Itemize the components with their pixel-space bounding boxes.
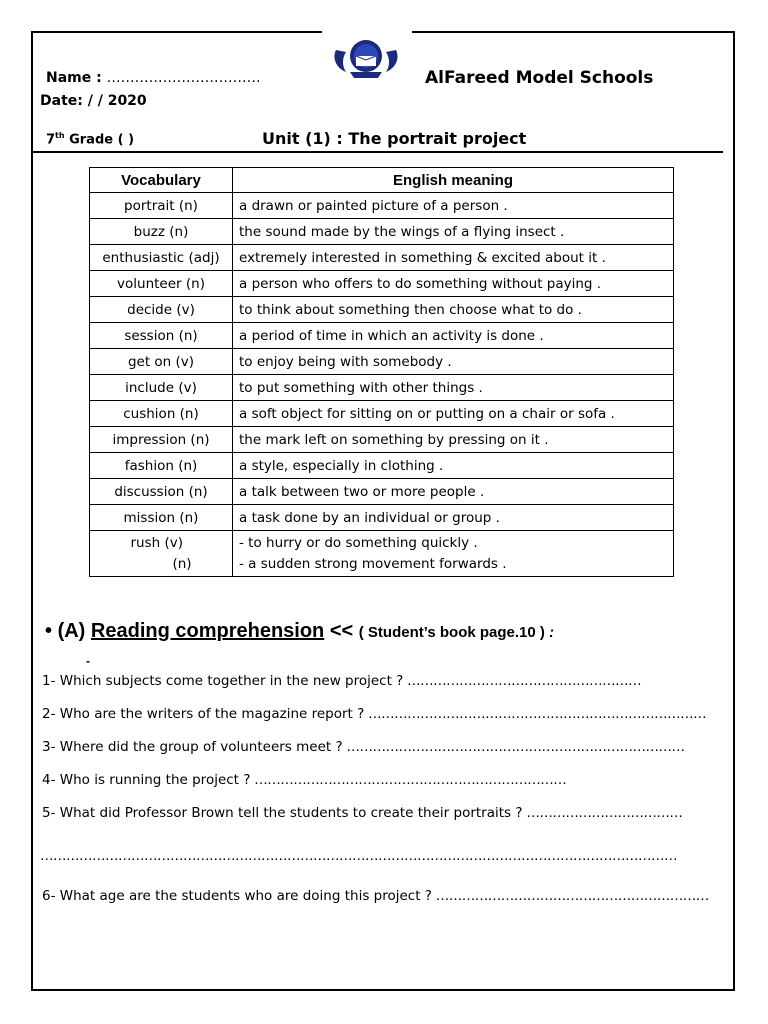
table-row xyxy=(90,193,674,219)
table-row-rush xyxy=(90,531,674,577)
school-name: AlFareed Model Schools xyxy=(425,68,654,88)
vocab-meaning: a task done by an individual or group . xyxy=(233,505,674,531)
answer-blank: ……………………………… xyxy=(522,805,683,821)
rush-noun-meaning: - a sudden strong movement forwards . xyxy=(239,555,507,572)
date-field: Date: / / 2020 xyxy=(40,93,147,109)
vocab-meaning: a drawn or painted picture of a person . xyxy=(233,193,674,219)
question-text: 4- Who is running the project ? xyxy=(42,772,251,788)
answer-blank: ……………………………………………………… xyxy=(431,888,709,904)
border-gap xyxy=(322,28,412,36)
rush-noun: (n) xyxy=(172,555,192,572)
grade-label: Grade ( ) xyxy=(64,132,135,148)
table-row xyxy=(90,271,674,297)
table-row xyxy=(90,219,674,245)
vocab-word: discussion (n) xyxy=(90,479,233,505)
name-blank: …………………………… xyxy=(106,70,261,86)
vocab-meaning: a soft object for sitting on or putting on a chair or sofa . xyxy=(233,401,674,427)
question-text: 1- Which subjects come together in the new project ? xyxy=(42,673,404,689)
vocab-meaning: a person who offers to do something without paying . xyxy=(233,271,674,297)
question-line xyxy=(42,706,706,722)
vocab-meaning: a talk between two or more people . xyxy=(233,479,674,505)
section-colon: : xyxy=(544,624,555,641)
section-arrows: << xyxy=(324,620,359,642)
bullet-icon: • xyxy=(45,620,53,642)
answer-blank: …………………………………………………………………… xyxy=(364,706,707,722)
rush-verb: rush (v) xyxy=(130,534,183,551)
unit-title: Unit (1) : The portrait project xyxy=(262,129,527,148)
section-dash: - xyxy=(86,654,90,668)
vocab-meaning: the mark left on something by pressing on it . xyxy=(233,427,674,453)
name-field xyxy=(46,70,261,86)
header-divider xyxy=(31,151,723,153)
table-row xyxy=(90,427,674,453)
vocab-word: enthusiastic (adj) xyxy=(90,245,233,271)
vocab-word: session (n) xyxy=(90,323,233,349)
table-row xyxy=(90,375,674,401)
vocab-meaning: the sound made by the wings of a flying insect . xyxy=(233,219,674,245)
name-label: Name : xyxy=(46,70,102,86)
answer-blank: ………………………………………………………………………………………………………………………………… xyxy=(40,848,677,864)
answer-blank: …………………………………………………………………… xyxy=(342,739,685,755)
answer-blank: ……………………………………………………………… xyxy=(250,772,567,788)
section-title: Reading comprehension xyxy=(90,620,325,642)
school-logo-icon xyxy=(330,36,402,82)
table-row xyxy=(90,297,674,323)
column-header-vocabulary: Vocabulary xyxy=(90,168,233,193)
table-row xyxy=(90,479,674,505)
vocab-word: cushion (n) xyxy=(90,401,233,427)
vocab-word: volunteer (n) xyxy=(90,271,233,297)
vocab-word xyxy=(90,531,233,577)
question-text: 6- What age are the students who are doing this project ? xyxy=(42,888,432,904)
vocab-word: include (v) xyxy=(90,375,233,401)
vocab-meaning: a style, especially in clothing . xyxy=(233,453,674,479)
section-label: (A) xyxy=(57,620,91,642)
vocab-word: buzz (n) xyxy=(90,219,233,245)
rush-verb-meaning: - to hurry or do something quickly . xyxy=(239,534,478,551)
table-row xyxy=(90,505,674,531)
question-line xyxy=(42,673,641,689)
question-line xyxy=(42,772,566,788)
question-line xyxy=(42,739,684,755)
question-line xyxy=(42,805,682,821)
question-text: 3- Where did the group of volunteers meet ? xyxy=(42,739,343,755)
vocab-word: fashion (n) xyxy=(90,453,233,479)
column-header-meaning: English meaning xyxy=(233,168,674,193)
vocab-word: get on (v) xyxy=(90,349,233,375)
vocabulary-table xyxy=(89,167,674,577)
section-reference: ( Student’s book page.10 ) xyxy=(358,624,545,641)
vocab-word: portrait (n) xyxy=(90,193,233,219)
vocab-word: decide (v) xyxy=(90,297,233,323)
question-line xyxy=(40,848,677,864)
grade-number: 7 xyxy=(46,132,56,148)
grade-field xyxy=(46,131,134,147)
vocab-meaning: a period of time in which an activity is done . xyxy=(233,323,674,349)
table-row xyxy=(90,245,674,271)
vocab-meaning: to enjoy being with somebody . xyxy=(233,349,674,375)
question-text: 2- Who are the writers of the magazine report ? xyxy=(42,706,365,722)
vocab-word: mission (n) xyxy=(90,505,233,531)
answer-blank: ……………………………………………… xyxy=(403,673,642,689)
vocab-meaning xyxy=(233,531,674,577)
section-a-heading xyxy=(45,620,554,643)
table-row xyxy=(90,349,674,375)
table-row xyxy=(90,323,674,349)
vocab-word: impression (n) xyxy=(90,427,233,453)
vocab-meaning: extremely interested in something & excited about it . xyxy=(233,245,674,271)
grade-suffix: th xyxy=(55,131,65,140)
vocab-meaning: to think about something then choose what to do . xyxy=(233,297,674,323)
table-row xyxy=(90,453,674,479)
question-line xyxy=(42,888,709,904)
question-text: 5- What did Professor Brown tell the students to create their portraits ? xyxy=(42,805,523,821)
vocab-meaning: to put something with other things . xyxy=(233,375,674,401)
table-row xyxy=(90,401,674,427)
